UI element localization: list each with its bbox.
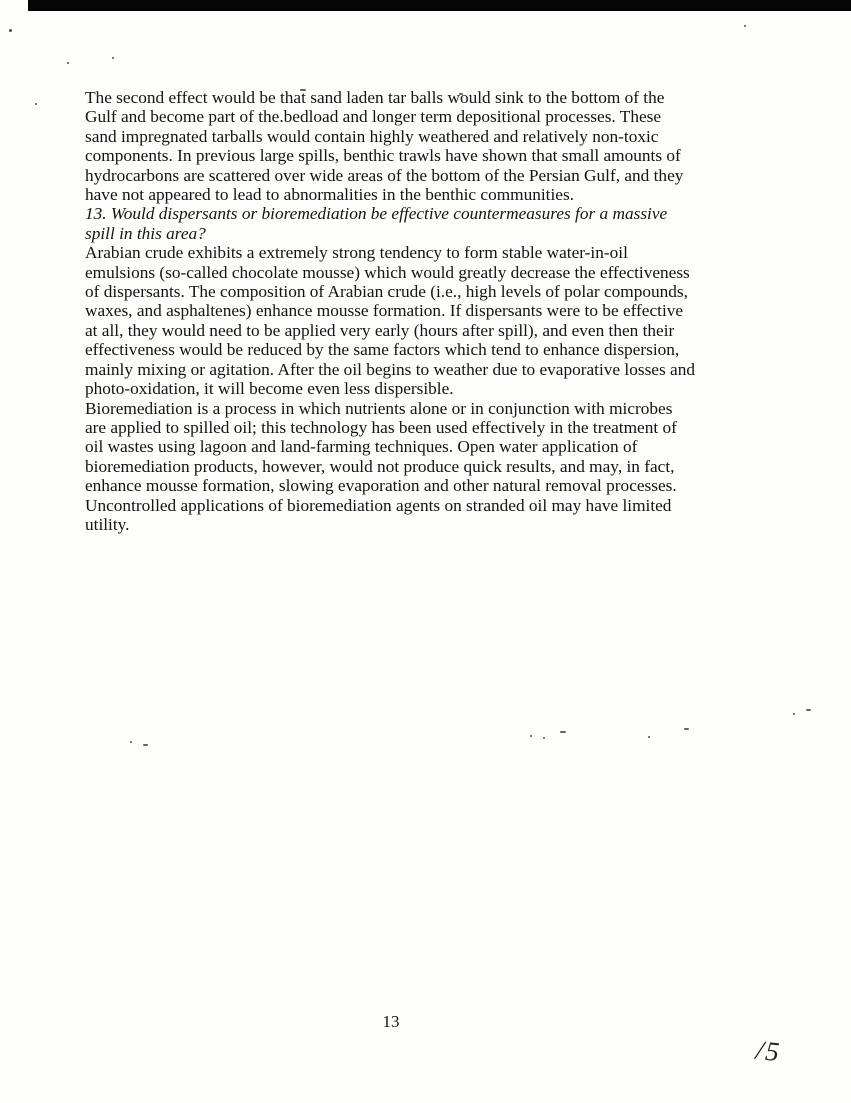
scan-speck <box>684 728 689 730</box>
body-paragraph-tar-balls: The second effect would be that sand laden tar balls would sink to the bottom of the Gulf and become part of the.bedload and longer term depositional processes. These sand impregnated tarballs would contain highly weathered and relatively non-toxic components. In previous large spills, benthic trawls have shown that small amounts of hydrocarbons are scattered over wide areas of the bottom of the Persian Gulf, and they have not appeared to lead to abnormalities in the benthic communities. <box>85 88 684 205</box>
document-body <box>85 88 697 534</box>
body-paragraph-bioremediation: Bioremediation is a process in which nutrients alone or in conjunction with microbes are applied to spilled oil; this technology has been used effectively in the treatment of oil wastes using lagoon and land-farming techniques. Open water application of bioremediation products, however, would not produce quick results, and may, in fact, enhance mousse formation, slowing evaporation and other natural removal processes. Uncontrolled applications of bioremediation agents on stranded oil may have limited utility. <box>85 398 677 534</box>
handwritten-annotation: /5 <box>754 1034 783 1068</box>
scan-speck <box>35 103 37 105</box>
body-paragraph-dispersants: Arabian crude exhibits a extremely strong tendency to form stable water-in-oil emulsions (so-called chocolate mousse) which would greatly decrease the effectiveness of dispersants. The composition of Arabian crude (i.e., high levels of polar compounds, waxes, and asphaltenes) enhance mousse formation. If dispersants were to be effective at all, they would need to be applied very early (hours after spill), and even then their effectiveness would be reduced by the same factors which tend to enhance dispersion, mainly mixing or agitation. After the oil begins to weather due to evaporative losses and photo-oxidation, it will become even less dispersible. <box>85 243 695 399</box>
scan-speck <box>112 57 114 59</box>
question-13-heading: 13. Would dispersants or bioremediation be effective countermeasures for a massive spill in this area? <box>85 204 668 243</box>
scan-speck <box>130 741 132 743</box>
scan-speck <box>67 62 69 64</box>
page-number: 13 <box>382 1012 400 1031</box>
scan-speck <box>744 25 746 27</box>
scan-speck <box>543 737 545 739</box>
scan-speck <box>648 736 650 738</box>
scan-artifact-top-bar <box>28 0 851 11</box>
scan-speck <box>530 735 532 737</box>
scan-speck <box>143 744 148 746</box>
scan-speck <box>9 29 12 32</box>
scan-speck <box>806 709 811 711</box>
scan-speck <box>560 731 566 733</box>
scan-speck <box>793 713 795 715</box>
